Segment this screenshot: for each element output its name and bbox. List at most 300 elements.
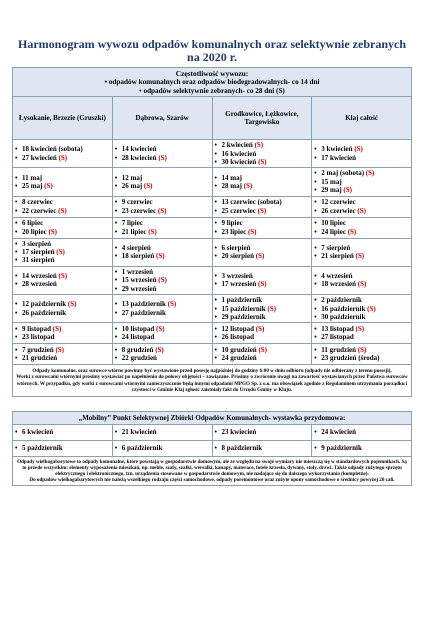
collection-date	[314, 313, 409, 321]
collection-date	[215, 207, 310, 215]
bullet-icon: •	[314, 219, 317, 228]
date-text: 26 czerwiec	[321, 206, 356, 215]
column-header: Grodkowice, Łężkowice, Targowisko	[212, 97, 312, 140]
collection-date	[215, 219, 310, 227]
date-text: 30 październik	[321, 312, 366, 321]
bullet-icon: •	[214, 296, 217, 305]
schedule-row	[13, 238, 412, 266]
date-text: 15 maj	[321, 177, 342, 186]
bullet-icon: •	[114, 276, 118, 285]
date-text: 11 grudzień	[321, 345, 357, 354]
collection-date	[314, 325, 409, 333]
selective-marker: (S)	[357, 206, 366, 215]
collection-date	[314, 272, 409, 280]
date-text: 3 kwiecień	[321, 145, 353, 154]
date-text: 23 lipiec	[221, 227, 247, 236]
schedule-cell	[112, 295, 212, 323]
collection-date	[215, 305, 310, 313]
date-text: 24 grudzień	[221, 354, 257, 363]
date-text: 25 maj	[22, 182, 43, 191]
collection-date	[115, 182, 210, 190]
collection-date	[15, 256, 110, 264]
date-text: 12 październik	[22, 300, 67, 309]
pszok-date: • 5 październik	[13, 441, 113, 457]
date-text: 22 grudzień	[121, 354, 157, 363]
bullet-icon: •	[214, 333, 217, 342]
selective-marker: (S)	[167, 300, 177, 309]
collection-date	[215, 244, 310, 252]
selective-marker: (S)	[254, 141, 264, 150]
date-text: 30 kwiecień	[221, 158, 257, 167]
date-text: 31 sierpień	[22, 256, 55, 265]
date-text: 9 listopad	[22, 324, 51, 333]
date-text: 7 grudzień	[22, 345, 54, 354]
collection-date	[15, 354, 110, 362]
bullet-icon: •	[214, 354, 217, 363]
bullet-icon: •	[214, 149, 217, 158]
date-text: 14 wrzesień	[22, 272, 57, 281]
schedule-cell	[312, 323, 412, 344]
date-text: 4 wrzesień	[321, 272, 353, 281]
pszok-date: • 23 kwiecień	[212, 425, 312, 441]
collection-date	[314, 186, 409, 194]
bullet-icon: •	[314, 296, 317, 305]
collection-date	[115, 174, 210, 182]
column-header: Łysokanie, Brzezie (Gruszki)	[13, 97, 113, 140]
date-text: 6 sierpień	[221, 243, 251, 252]
date-text: 29 wrzesień	[121, 284, 157, 293]
collection-date	[314, 219, 409, 227]
bullet-icon: •	[314, 280, 317, 289]
selective-marker: (S)	[56, 248, 65, 257]
schedule-cell	[212, 217, 312, 238]
column-header: Klaj całość	[312, 97, 412, 140]
date-text: 18 kwiecień (sobota)	[22, 145, 83, 154]
collection-date	[215, 150, 310, 158]
collection-date	[15, 300, 110, 308]
schedule-cell	[212, 323, 312, 344]
pszok-date: • 9 październik	[312, 441, 412, 457]
schedule-row	[13, 266, 412, 294]
note-paragraph: Odpady komunalne, oraz surowce wtórne powinny być wystawione przed posesję najpóźniej do godziny 6:00 w dniu odbioru (odpady nie odbierany z terenu posesji).	[32, 368, 392, 375]
bullet-icon: •	[214, 272, 217, 281]
bullet-icon: •	[15, 198, 18, 207]
collection-date	[115, 354, 210, 362]
selective-marker: (S)	[243, 182, 253, 191]
date-text: 22 czerwiec	[22, 206, 57, 215]
collection-date	[115, 325, 210, 333]
collection-date	[115, 145, 210, 153]
date-text: 21 lipiec	[121, 227, 147, 236]
schedule-cell	[312, 238, 412, 266]
date-text: 24 lipiec	[321, 227, 346, 236]
bullet-icon: •	[15, 324, 18, 333]
date-text: 16 październik	[321, 304, 366, 313]
collection-date	[314, 198, 409, 206]
collection-date	[314, 280, 409, 288]
schedule-cell	[112, 168, 212, 196]
selective-marker: (S)	[354, 145, 363, 154]
date-text: 2 maj (sobota)	[321, 169, 365, 178]
bullet-icon: •	[15, 239, 18, 248]
date-text: 24 listopad	[121, 333, 155, 342]
bullet-icon: •	[15, 206, 18, 215]
bullet-icon: •	[15, 354, 18, 363]
bullet-icon: •	[15, 333, 18, 342]
bullet-icon: •	[314, 145, 317, 154]
bullet-icon: •	[15, 248, 18, 257]
schedule-cell	[312, 344, 412, 365]
collection-date	[215, 333, 310, 341]
schedule-row	[13, 344, 412, 365]
schedule-cell	[312, 196, 412, 217]
schedule-cell	[312, 168, 412, 196]
selective-marker: (S)	[155, 324, 165, 333]
date-text: 27 listopad	[321, 333, 354, 342]
bullet-icon: •	[114, 284, 118, 293]
collection-date	[15, 240, 110, 248]
collection-date	[314, 333, 409, 341]
date-text: 23 grudzień (środa)	[321, 354, 380, 363]
date-text: 13 listopad	[321, 324, 354, 333]
pszok-date: • 6 październik	[112, 441, 212, 457]
selective-marker: (S)	[247, 227, 257, 236]
bullet-icon: •	[15, 173, 18, 182]
collection-date	[15, 309, 110, 317]
bullet-icon: •	[15, 345, 18, 354]
collection-date	[215, 325, 310, 333]
date-text: 15 październik	[221, 304, 266, 313]
bullet-icon: •	[114, 182, 118, 191]
pszok-heading: „Mobilny” Punkt Selektywnej Zbiórki Odpadów Komunalnych- wystawka przydomowa:	[13, 411, 412, 424]
bullet-icon: •	[314, 345, 317, 354]
schedule-cell	[112, 344, 212, 365]
bullet-icon: •	[214, 324, 217, 333]
collection-date	[15, 280, 110, 288]
page-title: Harmonogram wywozu odpadów komunalnych oraz selektywnie zebranych na 2020 r.	[17, 37, 406, 64]
schedule-cell	[13, 266, 113, 294]
bullet-icon: •	[114, 333, 118, 342]
schedule-cell	[112, 140, 212, 168]
bullet-icon: •	[114, 173, 118, 182]
bullet-icon: •	[314, 354, 317, 363]
bullet-icon: •	[214, 141, 217, 150]
frequency-heading: Częstotliwość wywozu:	[175, 69, 249, 78]
bullet-icon: •	[314, 153, 317, 162]
schedule-cell	[13, 238, 113, 266]
schedule-cell	[212, 344, 312, 365]
selective-marker: (S)	[343, 186, 352, 195]
collection-date	[15, 145, 110, 153]
collection-date	[215, 228, 310, 236]
collection-notes	[13, 365, 412, 396]
selective-marker: (S)	[258, 280, 267, 289]
selective-marker: (S)	[58, 272, 68, 281]
pszok-date: • 21 kwiecień	[112, 425, 212, 441]
bullet-icon: •	[314, 206, 317, 215]
selective-marker: (S)	[52, 324, 62, 333]
date-text: 2 kwiecień	[221, 141, 253, 150]
schedule-cell	[13, 168, 113, 196]
bullet-icon: •	[114, 227, 118, 236]
date-text: 12 czerwiec	[321, 198, 356, 207]
date-text: 20 sierpień	[221, 252, 254, 261]
date-text: 21 sierpień	[321, 252, 354, 261]
schedule-cell	[312, 140, 412, 168]
bullet-icon: •	[314, 333, 317, 342]
collection-date	[215, 296, 310, 304]
collection-date	[314, 244, 409, 252]
selective-marker: (S)	[255, 324, 265, 333]
schedule-row	[13, 168, 412, 196]
collection-date	[215, 182, 310, 190]
schedule-row	[13, 295, 412, 323]
collection-date	[15, 346, 110, 354]
bullet-icon: •	[15, 145, 18, 154]
frequency-line-text: odpadów selektywnie zebranych- co 28 dni (S)	[143, 86, 285, 95]
selective-marker: (S)	[67, 300, 77, 309]
bullet-icon: •	[214, 182, 217, 191]
bullet-icon: •	[114, 198, 118, 207]
bullet-icon: •	[114, 300, 118, 309]
bullet-icon: •	[114, 206, 118, 215]
collection-date	[215, 346, 310, 354]
date-text: 17 kwiecień	[321, 153, 357, 162]
date-text: 3 wrzesień	[221, 272, 253, 281]
collection-date	[314, 145, 409, 153]
selective-marker: (S)	[158, 153, 167, 162]
collection-date	[314, 154, 409, 162]
collection-date	[15, 198, 110, 206]
schedule-page	[12, 38, 412, 486]
schedule-cell	[312, 295, 412, 323]
bullet-icon: •	[314, 304, 317, 313]
collection-date	[115, 228, 210, 236]
schedule-row	[13, 196, 412, 217]
date-text: 1 wrzesień	[121, 267, 154, 276]
collection-date	[215, 313, 310, 321]
collection-date	[115, 268, 210, 276]
date-text: 8 czerwiec	[22, 198, 53, 207]
date-text: 27 październik	[121, 308, 166, 317]
bullet-icon: •	[214, 198, 217, 207]
schedule-cell	[112, 196, 212, 217]
bullet-icon: •	[15, 280, 18, 289]
schedule-cell	[13, 295, 113, 323]
schedule-cell	[212, 238, 312, 266]
bullet-icon: •	[114, 324, 118, 333]
bullet-icon: •	[15, 272, 18, 281]
bullet-icon: •	[15, 256, 18, 265]
schedule-cell	[212, 295, 312, 323]
date-text: 10 lipiec	[321, 219, 346, 228]
schedule-cell	[112, 238, 212, 266]
collection-date	[15, 325, 110, 333]
bullet-icon: •	[214, 252, 217, 261]
date-text: 20 lipiec	[22, 227, 47, 236]
selective-marker: (S)	[155, 345, 164, 354]
collection-date	[215, 252, 310, 260]
collection-date	[215, 174, 310, 182]
selective-marker: (S)	[258, 345, 268, 354]
collection-date	[15, 333, 110, 341]
date-text: 27 kwiecień	[22, 153, 57, 162]
selective-marker: (S)	[357, 345, 367, 354]
frequency-line-text: odpadów komunalnych oraz odpadów biodegradowalnych- co 14 dni	[108, 78, 320, 87]
collection-date	[15, 219, 110, 227]
date-text: 23 czerwiec	[121, 206, 157, 215]
bullet-icon: •	[15, 300, 18, 309]
column-header: Dąbrowa, Szarów	[112, 97, 212, 140]
bullet-icon: •	[314, 186, 317, 195]
date-text: 21 grudzień	[22, 354, 58, 363]
collection-date	[314, 296, 409, 304]
schedule-cell	[112, 323, 212, 344]
selective-marker: (S)	[143, 182, 153, 191]
date-text: 16 kwiecień	[221, 149, 257, 158]
bullet-icon: •	[214, 206, 217, 215]
schedule-cell	[212, 266, 312, 294]
bullet-icon: •	[314, 198, 317, 207]
collection-date	[115, 333, 210, 341]
collection-date	[215, 272, 310, 280]
collection-date	[314, 207, 409, 215]
collection-date	[314, 228, 409, 236]
date-text: 9 czerwiec	[121, 198, 153, 207]
collection-date	[215, 280, 310, 288]
selective-marker: (S)	[365, 169, 375, 178]
bullet-icon: •	[314, 324, 317, 333]
selective-marker: (S)	[158, 276, 167, 285]
pszok-date: • 8 październik	[212, 441, 312, 457]
date-text: 28 wrzesień	[22, 280, 57, 289]
collection-date	[115, 309, 210, 317]
date-text: 26 październik	[22, 308, 67, 317]
pszok-date: • 6 kwiecień	[13, 425, 113, 441]
date-text: 7 sierpień	[321, 243, 351, 252]
bullet-icon: •	[114, 345, 118, 354]
bullet-icon: •	[314, 169, 317, 178]
bullet-icon: •	[114, 145, 118, 154]
date-text: 9 lipiec	[221, 219, 243, 228]
bullet-icon: •	[214, 173, 217, 182]
date-text: 23 listopad	[22, 333, 55, 342]
schedule-cell	[212, 196, 312, 217]
date-text: 13 październik	[121, 300, 166, 309]
bullet-icon: •	[214, 227, 217, 236]
date-text: 28 maj	[221, 182, 242, 191]
bullet-icon: •	[114, 354, 118, 363]
date-text: 14 maj	[221, 173, 242, 182]
bullet-icon: •	[214, 158, 217, 167]
date-text: 11 maj	[22, 173, 43, 182]
date-text: 26 maj	[121, 182, 143, 191]
date-text: 2 październik	[321, 296, 362, 305]
pszok-date: • 24 kwiecień	[312, 425, 412, 441]
bullet-icon: •	[214, 280, 217, 289]
bullet-icon: •	[114, 219, 118, 228]
collection-date	[15, 207, 110, 215]
collection-date	[15, 272, 110, 280]
date-text: 18 wrzesień	[321, 280, 357, 289]
bullet-icon: •	[15, 219, 18, 228]
schedule-cell	[13, 323, 113, 344]
bullet-icon: •	[314, 227, 317, 236]
schedule-cell	[312, 217, 412, 238]
bullet-icon: •	[214, 304, 217, 313]
collection-date	[115, 300, 210, 308]
date-text: 1 październik	[221, 296, 263, 305]
bullet-icon: •	[314, 252, 317, 261]
schedule-row	[13, 323, 412, 344]
schedule-cell	[13, 140, 113, 168]
bullet-icon: •	[214, 345, 217, 354]
bullet-icon: •	[314, 243, 317, 252]
date-text: 6 lipiec	[22, 219, 44, 228]
bullet-icon: •	[314, 272, 317, 281]
pszok-notes	[13, 457, 412, 486]
date-text: 15 wrzesień	[121, 276, 157, 285]
bullet-icon: •	[114, 308, 118, 317]
selective-marker: (S)	[355, 252, 365, 261]
date-text: 17 wrzesień	[221, 280, 257, 289]
collection-date	[15, 174, 110, 182]
bullet-icon: •	[114, 267, 118, 276]
notes-table	[12, 364, 412, 396]
date-text: 29 październik	[221, 312, 266, 321]
schedule-cell	[212, 140, 312, 168]
selective-marker: (S)	[267, 304, 276, 313]
frequency-box	[13, 68, 412, 97]
bullet-icon: •	[114, 243, 118, 252]
collection-date	[15, 248, 110, 256]
frequency-line: • odpadów selektywnie zebranych- co 28 dni (S)	[139, 86, 285, 95]
selective-marker: (S)	[48, 227, 58, 236]
schedule-cell	[112, 217, 212, 238]
date-text: 12 listopad	[221, 324, 254, 333]
date-text: 7 lipiec	[121, 219, 143, 228]
date-text: 28 kwiecień	[121, 153, 157, 162]
date-text: 17 sierpień	[22, 248, 55, 257]
collection-date	[115, 244, 210, 252]
date-text: 10 listopad	[121, 324, 155, 333]
schedule-row	[13, 140, 412, 168]
selective-marker: (S)	[55, 345, 65, 354]
collection-date	[215, 158, 310, 166]
bullet-icon: •	[314, 312, 317, 321]
collection-date	[115, 276, 210, 284]
schedule-cell	[312, 266, 412, 294]
collection-date	[15, 154, 110, 162]
pszok-table	[12, 411, 412, 487]
selective-marker: (S)	[258, 158, 267, 167]
collection-date	[215, 141, 310, 149]
note-paragraph: Do odpadów wielkogabarytowych nie należą wszelkiego rodzaju części samochodowe, odpady poremontowe oraz zużyte opony samochodowe o średnicy powyżej 20 cali.	[29, 477, 395, 484]
collection-date	[15, 182, 110, 190]
schedule-cell	[212, 168, 312, 196]
date-text: 29 maj	[321, 186, 342, 195]
date-text: 10 grudzień	[221, 345, 257, 354]
bullet-icon: •	[214, 219, 217, 228]
schedule-row	[13, 217, 412, 238]
schedule-cell	[112, 266, 212, 294]
selective-marker: (S)	[58, 153, 68, 162]
collection-date	[15, 228, 110, 236]
collection-date	[314, 346, 409, 354]
bullet-icon: •	[214, 312, 217, 321]
date-text: 26 listopad	[221, 333, 254, 342]
collection-date	[314, 252, 409, 260]
